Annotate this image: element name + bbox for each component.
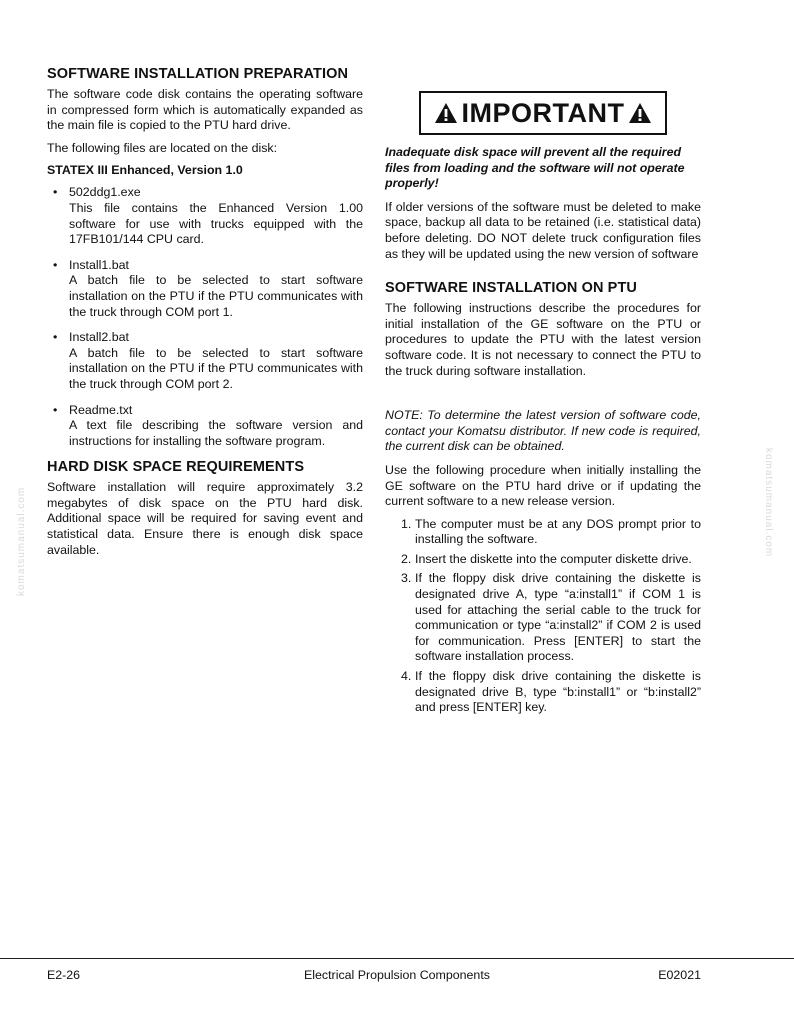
file-list-item — [47, 258, 363, 320]
bullet: • — [53, 402, 58, 417]
step-item — [385, 571, 701, 665]
prep-heading: SOFTWARE INSTALLATION PREPARATION — [47, 66, 349, 82]
prep-paragraph-2: The following files are located on the disk: — [47, 140, 278, 155]
file-description: This file contains the Enhanced Version 1.00 software for use with trucks equipped with the 17FB101/144 CPU card. — [69, 200, 363, 247]
file-name: Install1.bat — [69, 257, 129, 272]
right-column — [385, 66, 701, 720]
step-number: 4. — [401, 669, 412, 684]
footer-page-number: E2-26 — [47, 968, 81, 982]
install-paragraph-1: The following instructions describe the procedures for initial installation of the GE software on the PTU or procedures to update the PTU with the latest version software code. It is not necessary to connect the PTU to the truck during software installation. — [385, 301, 701, 378]
bullet: • — [53, 257, 58, 272]
file-list-item — [47, 403, 363, 450]
statex-subheading: STATEX III Enhanced, Version 1.0 — [47, 163, 243, 178]
step-item — [385, 552, 701, 568]
bullet: • — [53, 330, 58, 345]
step-item — [385, 669, 701, 716]
step-text: The computer must be at any DOS prompt prior to installing the software. — [415, 516, 701, 547]
file-name: 502ddg1.exe — [69, 185, 141, 200]
watermark-left: komatsumanual.com — [16, 486, 27, 596]
step-number: 1. — [401, 516, 412, 531]
warning-triangle-icon — [628, 102, 652, 124]
install-heading: SOFTWARE INSTALLATION ON PTU — [385, 280, 637, 297]
bullet: • — [53, 185, 58, 200]
prep-paragraph-1: The software code disk contains the operating software in compressed form which is automatically expanded as the main file is copied to the PTU hard drive. — [47, 87, 363, 133]
hdd-paragraph: Software installation will require approximately 3.2 megabytes of disk space on the PTU hard disk. Additional space will be required for saving event and statistical data. Ensure there is enough disk space available. — [47, 480, 363, 557]
step-number: 3. — [401, 571, 412, 586]
install-steps — [385, 517, 701, 716]
important-label: IMPORTANT — [461, 97, 625, 128]
file-name: Readme.txt — [69, 402, 133, 417]
older-versions-paragraph: If older versions of the software must be deleted to make space, backup all data to be retained (i.e. statistical data) before deleting. DO NOT delete truck configuration files as they will be updated using the new version of software — [385, 199, 701, 261]
disk-space-warning: Inadequate disk space will prevent all the required files from loading and the software will not operate properly! — [385, 145, 685, 191]
left-column — [47, 66, 363, 565]
install-paragraph-2: Use the following procedure when initially installing the GE software on the PTU hard drive or if updating the current software to a new release version. — [385, 462, 701, 509]
hdd-heading: HARD DISK SPACE REQUIREMENTS — [47, 459, 305, 476]
important-banner — [419, 91, 667, 135]
watermark-right: komatsumanual.com — [763, 448, 774, 558]
file-description: A batch file to be selected to start software installation on the PTU if the PTU communicates with the truck through COM port 1. — [69, 273, 363, 319]
step-text: Insert the diskette into the computer diskette drive. — [415, 551, 692, 566]
footer-document-code: E02021 — [658, 968, 701, 982]
warning-triangle-icon — [434, 102, 458, 124]
step-number: 2. — [401, 551, 412, 566]
note-paragraph: NOTE: To determine the latest version of software code, contact your Komatsu distributor. If new code is required, the current disk can be obtained. — [385, 408, 701, 454]
footer-section-title: Electrical Propulsion Components — [304, 968, 490, 982]
file-description: A text file describing the software version and instructions for installing the software program. — [69, 418, 363, 448]
file-list — [47, 185, 363, 449]
file-list-item — [47, 330, 363, 392]
step-item — [385, 517, 701, 548]
step-text: If the floppy disk drive containing the diskette is designated drive A, type “a:install1” if COM 1 is used for attaching the serial cable to the truck for communication or type “a:install2” if COM 2 is used for communication. Press [ENTER] to start the software installation process. — [415, 571, 701, 664]
file-description: A batch file to be selected to start software installation on the PTU if the PTU communicates with the truck through COM port 2. — [69, 345, 363, 391]
footer-divider — [0, 958, 794, 959]
step-text: If the floppy disk drive containing the diskette is designated drive B, type “b:install1” or “b:install2” and press [ENTER] key. — [415, 669, 701, 715]
file-name: Install2.bat — [69, 330, 129, 345]
file-list-item — [47, 185, 363, 247]
